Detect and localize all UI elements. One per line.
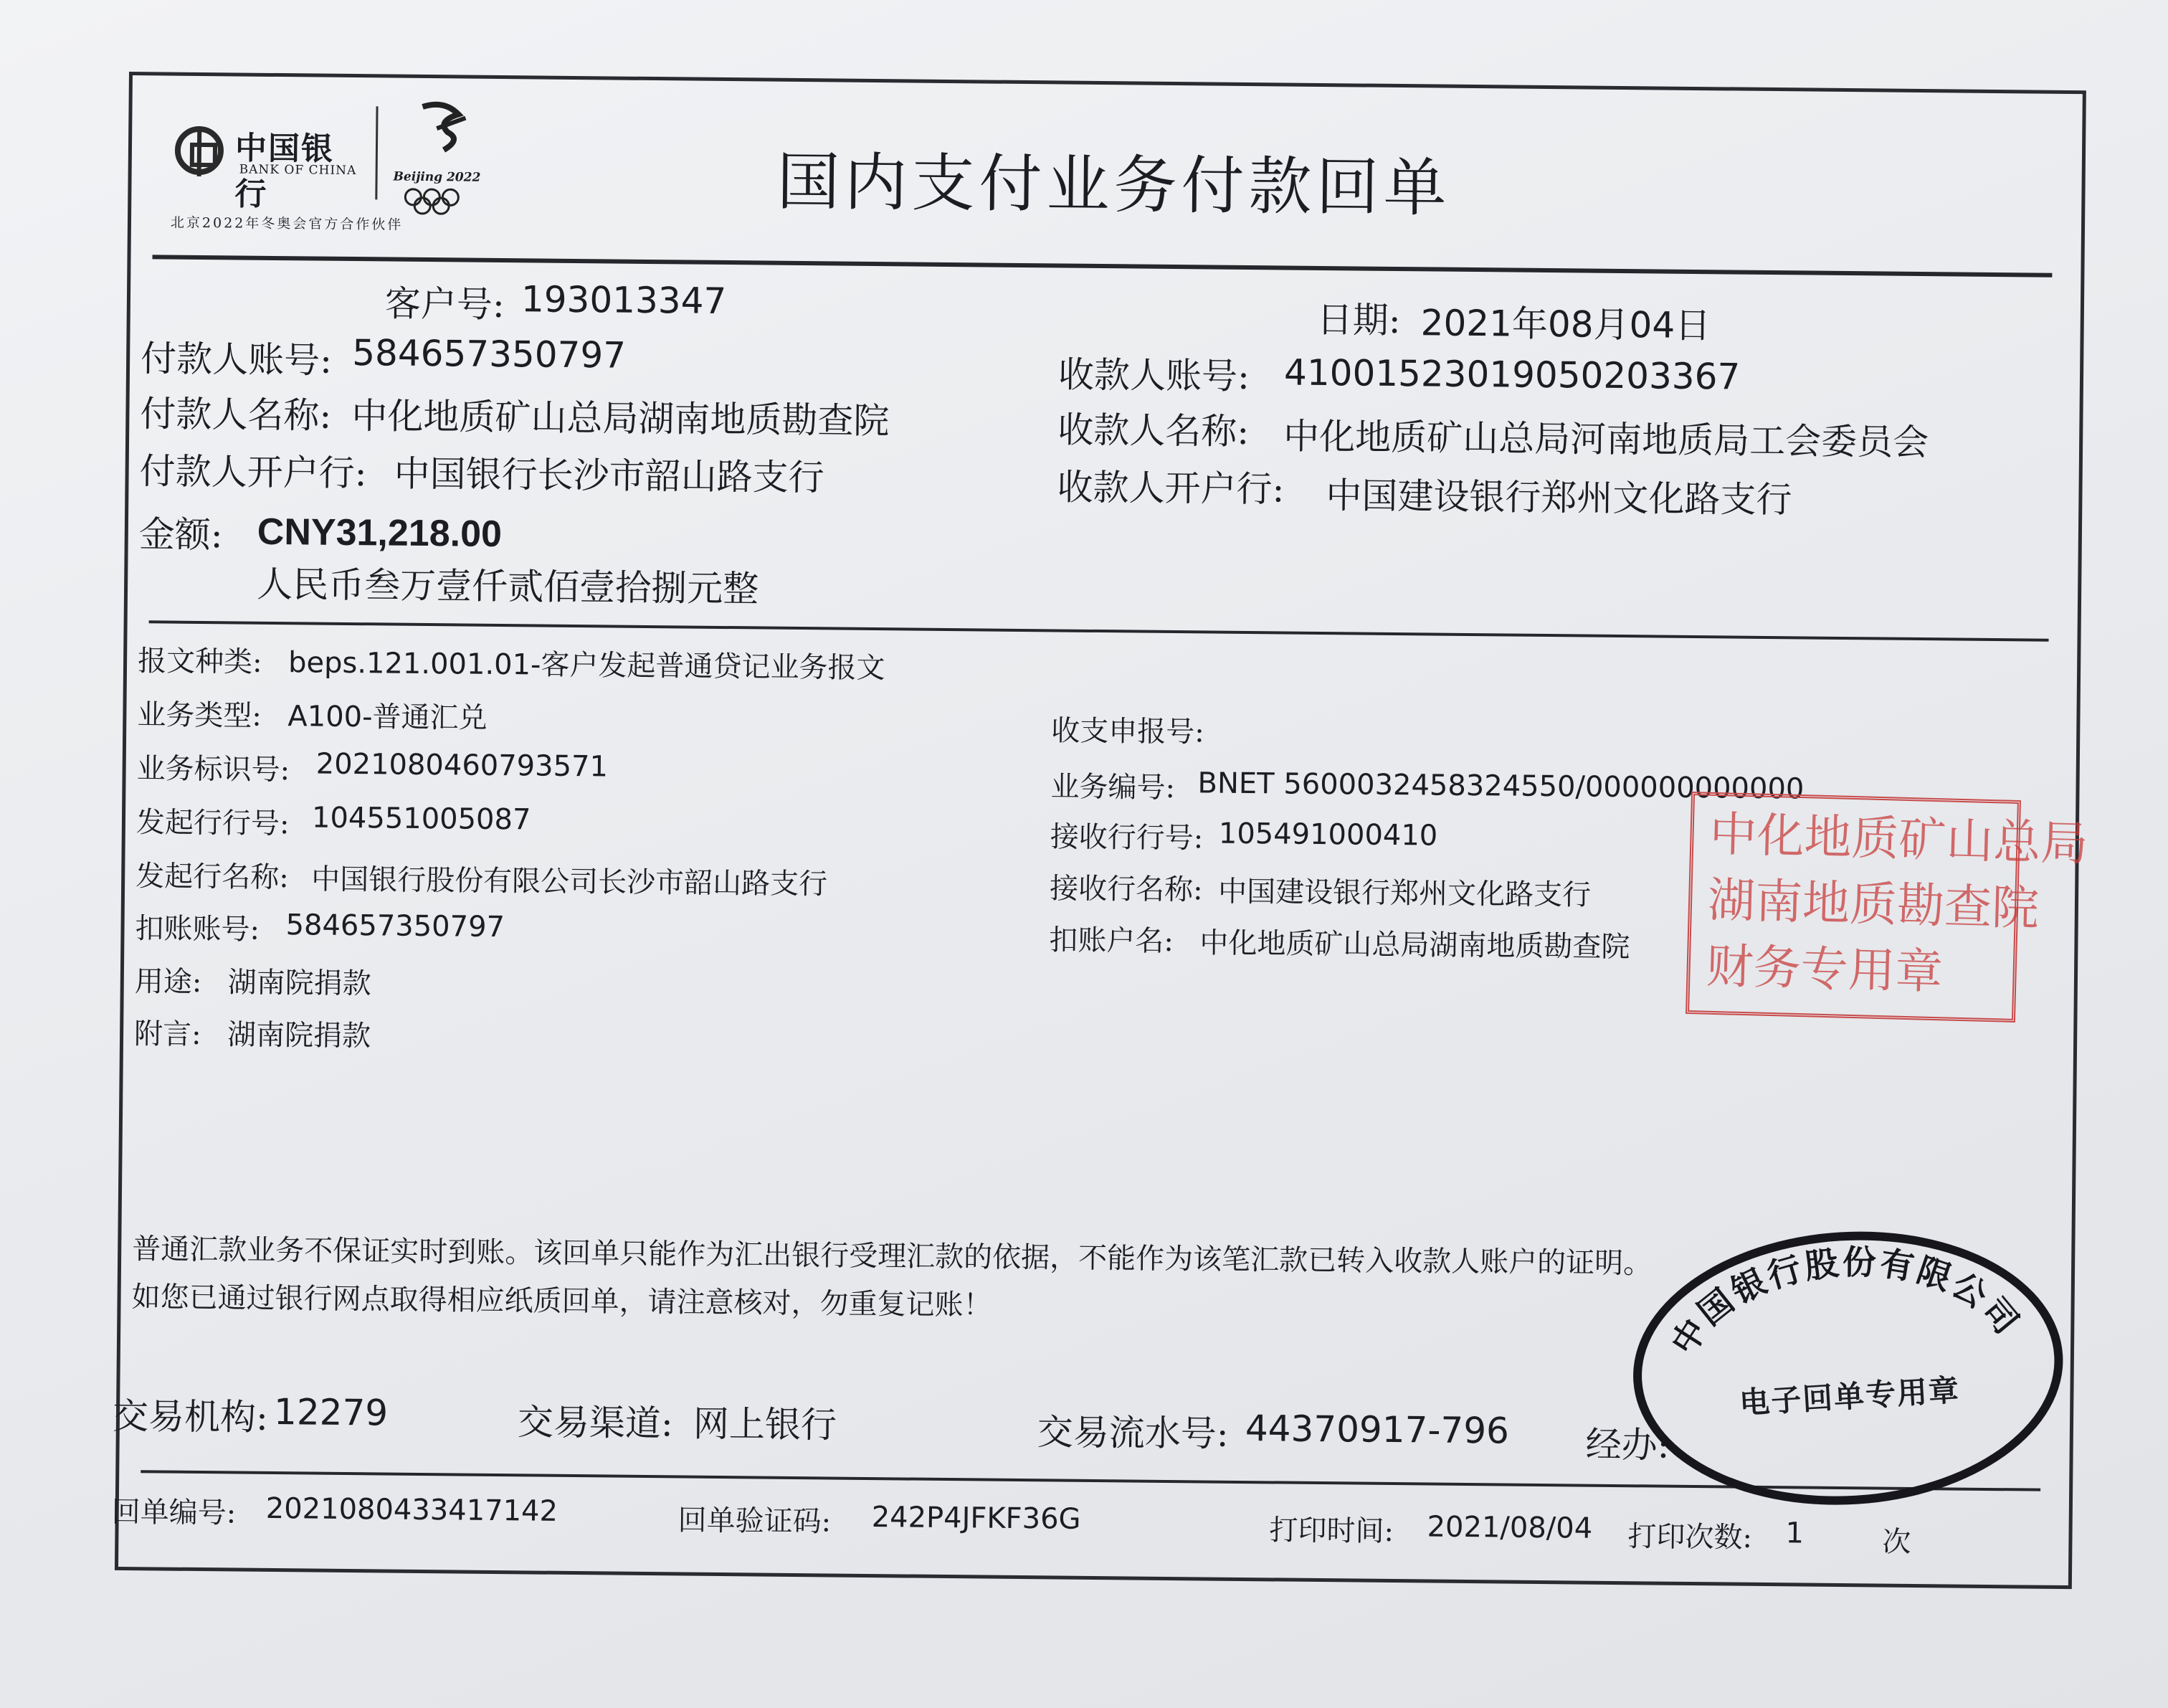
beijing-2022-logo [393,100,501,208]
origin-bank-name: 中国银行股份有限公司长沙市韶山路支行 [310,863,828,901]
bank-of-china-icon [175,126,224,176]
summary-rule [149,620,2049,641]
payee-name: 中化地质矿山总局河南地质局工会委员会 [1283,415,1929,464]
verify-code: 242P4JFKF36G [871,1501,1081,1536]
bank-name-en: BANK OF CHINA [239,162,357,179]
payee-account: 41001523019050203367 [1283,351,1741,398]
amount-words: 人民币叁万壹仟贰佰壹拾捌元整 [256,563,759,610]
notice-line-1: 普通汇款业务不保证实时到账。该回单只能作为汇出银行受理汇款的依据，不能作为该笔汇款已转入收款人账户的证明。 [132,1233,1653,1281]
trans-org: 12279 [273,1391,389,1434]
svg-text:中国银行股份有限公司 [1659,1233,2028,1364]
trans-channel: 网上银行 [693,1403,837,1446]
date-label: 日期: [1316,298,1401,342]
bank-of-china-logo [174,120,361,213]
biz-id-label: 业务标识号: [136,752,290,787]
debit-account-label: 扣账账号: [135,912,260,946]
olympic-text: Beijing 2022 [393,169,481,185]
origin-bank-no: 104551005087 [311,801,531,837]
payer-account-label: 付款人账号: [140,338,333,381]
page-title: 国内支付业务付款回单 [776,144,1452,225]
handler-label: 经办: [1585,1423,1670,1466]
customer-no: 193013347 [520,278,727,323]
seal-top-text: 中国银行股份有限公司 [1664,1243,2027,1362]
receipt-no-label: 回单编号: [111,1495,237,1530]
finance-stamp-line-3: 财务专用章 [1705,938,1944,1000]
olympic-partner-text: 北京2022年冬奥会官方合作伙伴 [170,214,404,233]
payee-bank: 中国建设银行郑州文化路支行 [1326,475,1792,521]
seal-sub-text: 电子回单专用章 [1738,1372,1962,1421]
verify-code-label: 回单验证码: [678,1504,832,1539]
recv-bank-name: 中国建设银行郑州文化路支行 [1217,875,1592,912]
olympic-rings-icon [400,187,479,217]
print-count: 1 [1785,1517,1805,1550]
bop-no-label: 收支申报号: [1051,714,1204,749]
print-count-label: 打印次数: [1627,1520,1753,1555]
debit-name-label: 扣账户名: [1049,924,1174,959]
msg-type-label: 报文种类: [137,645,262,679]
purpose: 湖南院捐款 [227,966,372,1001]
print-time: 2021/08/04 [1427,1510,1593,1545]
finance-stamp-line-2: 湖南地质勘查院 [1707,872,2040,936]
biz-type-label: 业务类型: [137,698,262,733]
header-rule [152,255,2052,277]
payer-name-label: 付款人名称: [140,393,332,437]
biz-no: BNET 5600032458324550/000000000000 [1197,767,1805,806]
notice-line-2: 如您已通过银行网点取得相应纸质回单，请注意核对，勿重复记账！ [131,1281,992,1322]
date: 2021年08月04日 [1420,302,1711,347]
debit-account: 584657350797 [285,908,505,944]
bank-name-cn: 中国银行 [234,130,335,213]
payer-account: 584657350797 [351,332,627,376]
recv-bank-name-label: 接收行名称: [1049,872,1203,907]
biz-no-label: 业务编号: [1050,770,1176,805]
payer-bank-label: 付款人开户行: [139,450,367,495]
finance-stamp-line-1: 中化地质矿山总局 [1708,806,2089,872]
amount-label: 金额: [138,513,223,556]
remark: 湖南院捐款 [227,1018,371,1053]
recv-bank-no-label: 接收行行号: [1050,820,1204,855]
payer-name: 中化地质矿山总局湖南地质勘查院 [351,395,890,442]
bank-electronic-seal [1625,1219,2071,1517]
recv-bank-no: 105491000410 [1218,817,1438,853]
biz-id: 2021080460793571 [315,747,609,784]
finance-red-stamp [1686,792,2089,1023]
trans-channel-label: 交易渠道: [517,1401,674,1445]
origin-bank-name-label: 发起行名称: [136,860,289,895]
customer-no-label: 客户号: [384,283,505,326]
msg-type: beps.121.001.01-客户发起普通贷记业务报文 [287,646,885,685]
trans-org-label: 交易机构: [112,1395,269,1438]
biz-type: A100-普通汇兑 [287,700,488,735]
trans-serial: 44370917-796 [1245,1408,1510,1452]
logo-divider [375,106,378,199]
payer-bank: 中国银行长沙市韶山路支行 [394,452,824,499]
amount-value: CNY31,218.00 [257,511,503,556]
print-count-unit: 次 [1882,1525,1911,1559]
payee-account-label: 收款人账号: [1057,354,1250,398]
olympic-emblem-icon [394,100,502,172]
receipt-no: 2021080433417142 [265,1491,558,1528]
trans-serial-label: 交易流水号: [1037,1411,1229,1455]
purpose-label: 用途: [134,965,202,1000]
payee-name-label: 收款人名称: [1057,409,1250,453]
origin-bank-no-label: 发起行行号: [136,806,290,841]
remark-label: 附言: [133,1017,201,1052]
debit-name: 中化地质矿山总局湖南地质勘查院 [1199,926,1630,964]
print-time-label: 打印时间: [1269,1514,1394,1549]
payee-bank-label: 收款人开户行: [1057,466,1285,511]
